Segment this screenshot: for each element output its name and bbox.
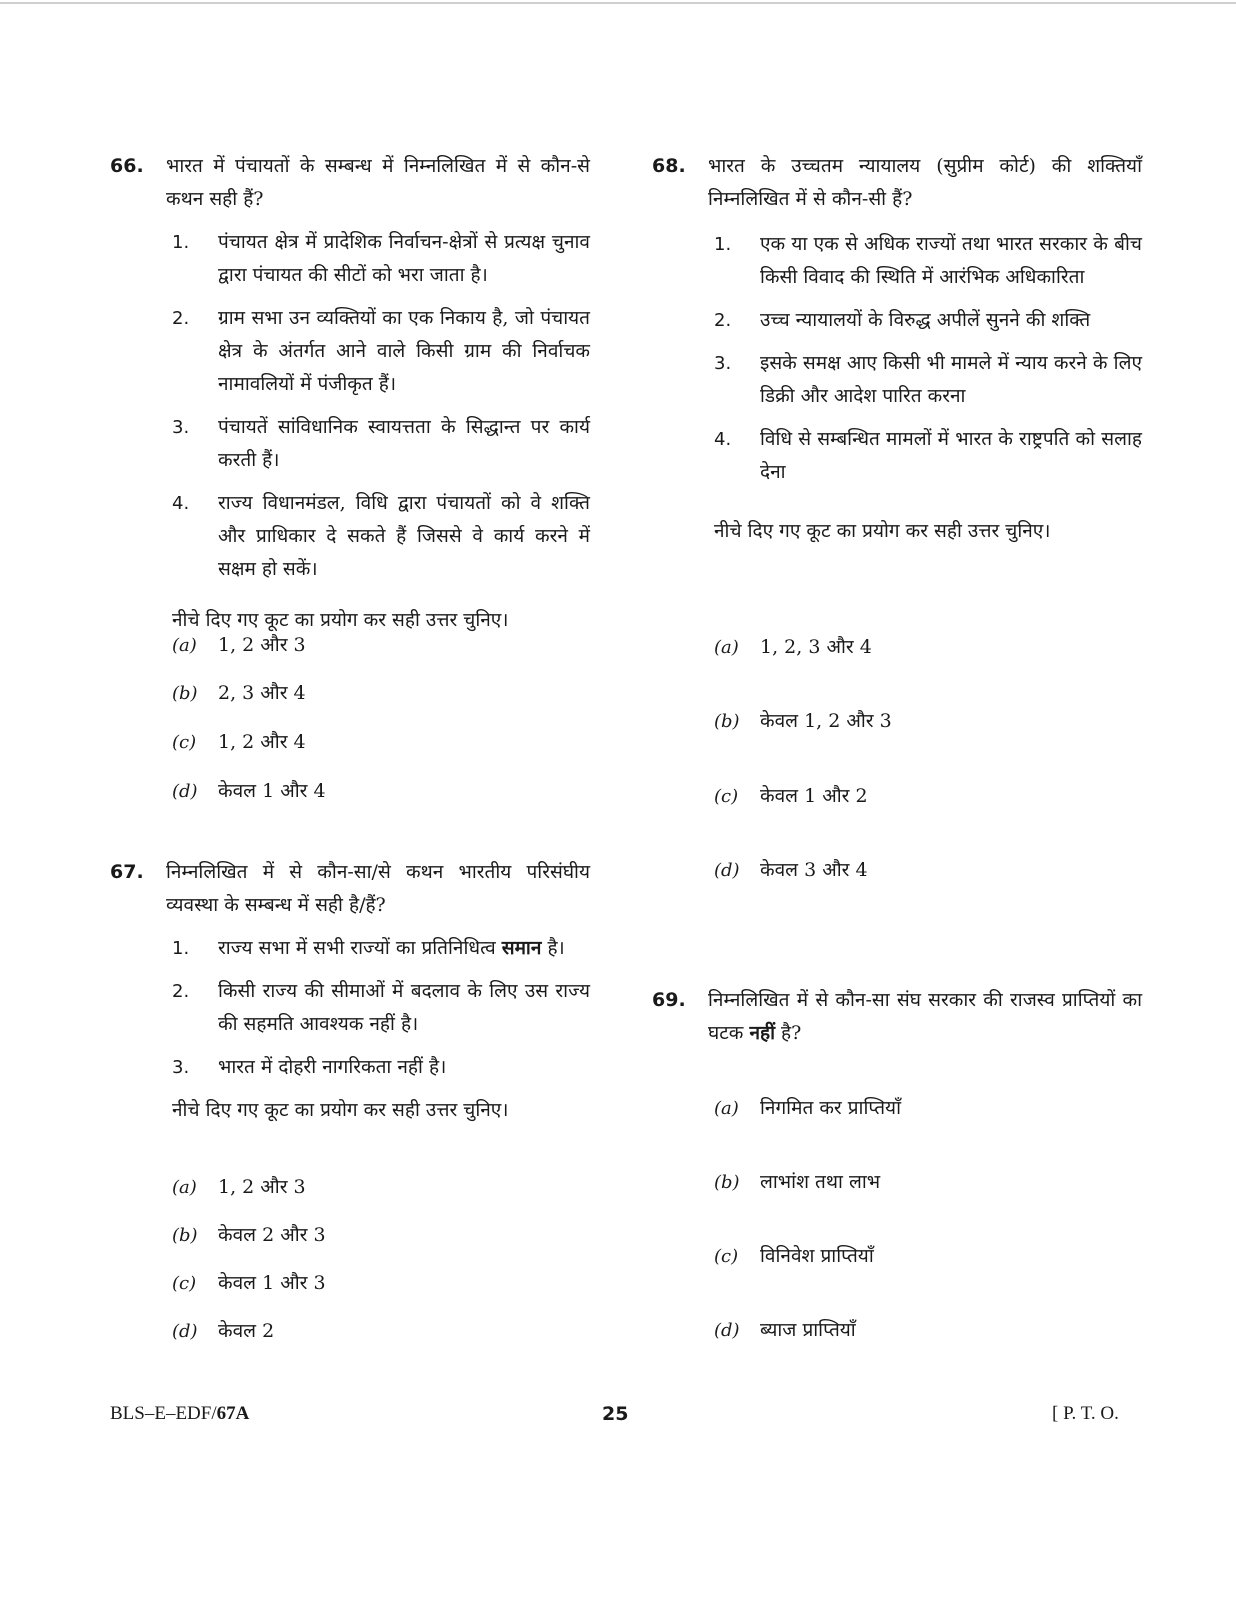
statement-number: 1. (714, 234, 732, 255)
statement-item (110, 411, 590, 477)
statement-number: 3. (172, 1057, 190, 1078)
option-text: 1, 2 और 3 (218, 634, 306, 656)
option-a[interactable] (172, 630, 306, 661)
option-d[interactable] (172, 1316, 274, 1347)
question-text-start: निम्नलिखित में से कौन-सा संघ सरकार की राजस्व प्राप्तियों का घटक (708, 989, 1142, 1044)
option-b[interactable] (172, 678, 306, 709)
statement-item (110, 975, 590, 1041)
statement-number: 4. (714, 429, 732, 450)
statement-item (110, 302, 590, 401)
statement-text: किसी राज्य की सीमाओं में बदलाव के लिए उस राज्य की सहमति आवश्यक नहीं है। (218, 980, 590, 1035)
option-b[interactable] (714, 1167, 880, 1198)
booklet-code-suffix: 67A (216, 1403, 250, 1424)
statement-number: 4. (172, 493, 190, 514)
statement-list (110, 932, 590, 1084)
option-c[interactable] (714, 781, 868, 812)
statement-number: 3. (172, 417, 190, 438)
statement-item (110, 226, 590, 292)
statement-item (652, 304, 1142, 337)
option-c[interactable] (172, 1268, 326, 1299)
option-a[interactable] (714, 632, 872, 663)
option-text: केवल 3 और 4 (760, 859, 868, 881)
statement-item (652, 228, 1142, 294)
option-text: निगमित कर प्राप्तियाँ (760, 1097, 901, 1119)
statement-list (652, 228, 1142, 489)
answer-instruction: नीचे दिए गए कूट का प्रयोग कर सही उत्तर चुनिए। (172, 609, 509, 631)
option-text: केवल 1 और 4 (218, 780, 326, 802)
statement-item (110, 1051, 590, 1084)
statement-item (110, 932, 590, 965)
page-number: 25 (602, 1403, 629, 1425)
option-b[interactable] (714, 706, 892, 737)
question-69-stem (652, 984, 1142, 1050)
option-text: ब्याज प्राप्तियाँ (760, 1319, 856, 1341)
option-a[interactable] (172, 1172, 306, 1203)
question-67 (110, 856, 590, 1127)
option-letter: (a) (172, 1177, 197, 1198)
question-text: भारत के उच्चतम न्यायालय (सुप्रीम कोर्ट) की शक्तियाँ निम्नलिखित में से कौन-सी हैं? (708, 155, 1142, 210)
option-c[interactable] (172, 727, 306, 758)
emphasis-text: नहीं (749, 1022, 775, 1044)
option-text: केवल 1 और 2 (760, 785, 868, 807)
answer-instruction: नीचे दिए गए कूट का प्रयोग कर सही उत्तर चुनिए। (714, 520, 1051, 542)
statement-list (110, 226, 590, 586)
question-66-stem (110, 150, 590, 216)
option-letter: (d) (172, 1321, 198, 1342)
statement-number: 1. (172, 938, 190, 959)
option-letter: (c) (714, 786, 739, 807)
question-68 (652, 150, 1142, 548)
option-letter: (b) (172, 1225, 198, 1246)
statement-text: भारत में दोहरी नागरिकता नहीं है। (218, 1056, 447, 1078)
option-letter: (c) (172, 732, 197, 753)
question-text-end: है? (775, 1022, 802, 1044)
question-68-stem (652, 150, 1142, 216)
option-text: केवल 1 और 3 (218, 1272, 326, 1294)
option-letter: (d) (714, 860, 740, 881)
option-text: केवल 1, 2 और 3 (760, 710, 892, 732)
statement-number: 2. (172, 981, 190, 1002)
question-66 (110, 150, 590, 637)
statement-text: उच्च न्यायालयों के विरुद्ध अपीलें सुनने की शक्ति (760, 309, 1091, 331)
statement-item (110, 487, 590, 586)
statement-number: 2. (714, 310, 732, 331)
option-d[interactable] (714, 855, 868, 886)
question-text: निम्नलिखित में से कौन-सा/से कथन भारतीय परिसंघीय व्यवस्था के सम्बन्ध में सही है/हैं? (166, 861, 590, 916)
answer-instruction: नीचे दिए गए कूट का प्रयोग कर सही उत्तर चुनिए। (172, 1099, 509, 1121)
statement-item (652, 347, 1142, 413)
statement-number: 3. (714, 353, 732, 374)
question-number: 68. (652, 155, 686, 177)
question-number: 69. (652, 989, 686, 1011)
booklet-code-prefix: BLS–E–EDF/ (110, 1403, 217, 1424)
statement-text: ग्राम सभा उन व्यक्तियों का एक निकाय है, जो पंचायत क्षेत्र के अंतर्गत आने वाले किसी ग्राम की निर्वाचक नामावलियों में पंजीकृत हैं। (218, 307, 590, 395)
statement-text: विधि से सम्बन्धित मामलों में भारत के राष्ट्रपति को सलाह देना (760, 428, 1142, 483)
option-letter: (b) (172, 683, 198, 704)
statement-text: राज्य विधानमंडल, विधि द्वारा पंचायतों को वे शक्ति और प्राधिकार दे सकते हैं जिससे वे कार्य करने में सक्षम हो सकें। (218, 492, 590, 580)
question-text: भारत में पंचायतों के सम्बन्ध में निम्नलिखित में से कौन-से कथन सही हैं? (166, 155, 590, 210)
booklet-code (110, 1403, 249, 1425)
option-text: केवल 2 (218, 1320, 275, 1342)
option-text: 2, 3 और 4 (218, 682, 306, 704)
option-text: 1, 2, 3 और 4 (760, 636, 872, 658)
option-letter: (a) (714, 637, 739, 658)
option-b[interactable] (172, 1220, 326, 1251)
statement-text-start: राज्य सभा में सभी राज्यों का प्रतिनिधित्व (218, 937, 502, 959)
option-text: 1, 2 और 4 (218, 731, 306, 753)
option-a[interactable] (714, 1093, 901, 1124)
option-text: लाभांश तथा लाभ (760, 1171, 881, 1193)
option-text: 1, 2 और 3 (218, 1176, 306, 1198)
statement-text-end: है। (541, 937, 565, 959)
statement-number: 1. (172, 232, 190, 253)
option-letter: (a) (714, 1098, 739, 1119)
option-d[interactable] (714, 1315, 856, 1346)
option-letter: (c) (714, 1246, 739, 1267)
option-letter: (d) (172, 781, 198, 802)
option-d[interactable] (172, 776, 326, 807)
statement-number: 2. (172, 308, 190, 329)
question-number: 66. (110, 155, 144, 177)
question-number: 67. (110, 861, 144, 883)
option-letter: (a) (172, 635, 197, 656)
statement-text: एक या एक से अधिक राज्यों तथा भारत सरकार के बीच किसी विवाद की स्थिति में आरंभिक अधिकारिता (760, 233, 1142, 288)
option-c[interactable] (714, 1241, 874, 1272)
option-text: केवल 2 और 3 (218, 1224, 326, 1246)
option-letter: (b) (714, 711, 740, 732)
question-67-stem (110, 856, 590, 922)
emphasis-text: समान (501, 937, 542, 959)
statement-text: पंचायत क्षेत्र में प्रादेशिक निर्वाचन-क्षेत्रों से प्रत्यक्ष चुनाव द्वारा पंचायत की सीटों को भरा जाता है। (218, 231, 590, 286)
option-letter: (d) (714, 1320, 740, 1341)
question-69 (652, 984, 1142, 1050)
top-rule (0, 2, 1236, 4)
option-letter: (b) (714, 1172, 740, 1193)
statement-text: इसके समक्ष आए किसी भी मामले में न्याय करने के लिए डिक्री और आदेश पारित करना (760, 352, 1142, 407)
please-turn-over: [ P. T. O. (1052, 1403, 1119, 1424)
option-letter: (c) (172, 1273, 197, 1294)
statement-item (652, 423, 1142, 489)
option-text: विनिवेश प्राप्तियाँ (760, 1245, 874, 1267)
statement-text: पंचायतें सांविधानिक स्वायत्तता के सिद्धान्त पर कार्य करती हैं। (218, 416, 590, 471)
